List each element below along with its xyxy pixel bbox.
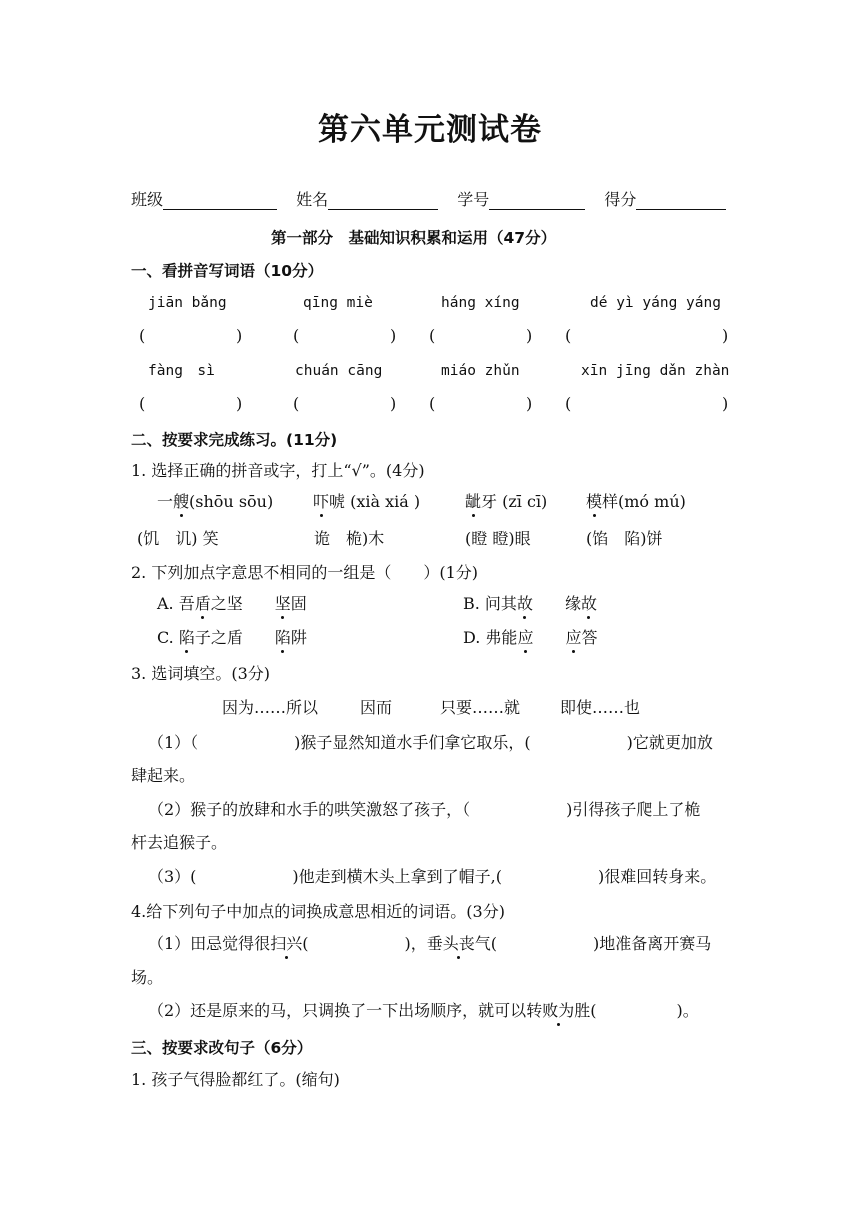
q3-word-3: 只要……就 [440,698,521,717]
q4-sentence-1: （1）田忌觉得很扫兴( )，垂头丧气( )地准备离开赛马 [148,934,712,953]
q4-text: 4.给下列句子中加点的词换成意思相近的词语。(3分) [131,902,505,921]
q1-choice-2: 诡 桅)木 [314,529,385,548]
q1-choice-4: (馅 陷)饼 [586,529,663,548]
bracket-open: ( [429,394,436,413]
page-title: 第六单元测试卷 [318,112,542,148]
section1-heading: 一、看拼音写词语（10分） [131,262,324,280]
q2-option-d: D. 弗能应 应答 [463,628,598,647]
section3-heading: 三、按要求改句子（6分） [131,1039,313,1057]
id-field[interactable] [489,193,585,210]
q2-option-a: A. 吾盾之坚 坚固 [157,594,307,613]
bracket-open: ( [429,326,436,345]
q3-sentence-1-cont: 肆起来。 [131,766,196,785]
bracket-close: ) [390,326,397,345]
bracket-close: ) [526,394,533,413]
q3-sentence-3: （3）( )他走到横木头上拿到了帽子,( )很难回转身来。 [148,867,717,886]
q4-sentence-1-cont: 场。 [131,968,164,987]
q3-sentence-2: （2）猴子的放肆和水手的哄笑激怒了孩子，（ )引得孩子爬上了桅 [148,800,701,819]
bracket-open: ( [565,326,572,345]
pinyin-4: dé yì yáng yáng [590,295,721,311]
pinyin-7: miáo zhǔn [441,363,520,379]
pinyin-2: qīng miè [303,295,373,311]
info-line [131,190,726,210]
q1-item-4: 模样(mó mú) [586,492,686,511]
q1-text: 1. 选择正确的拼音或字，打上“√”。(4分) [131,461,425,480]
q3-word-2: 因而 [360,698,393,717]
bracket-close: ) [526,326,533,345]
bracket-open: ( [293,394,300,413]
sec3-q1: 1. 孩子气得脸都红了。(缩句) [131,1070,340,1089]
q3-word-4: 即使……也 [560,698,641,717]
bracket-open: ( [293,326,300,345]
pinyin-3: háng xíng [441,295,520,311]
bracket-open: ( [139,394,146,413]
pinyin-6: chuán cāng [295,363,383,379]
class-field[interactable] [163,193,277,210]
q4-sentence-2: （2）还是原来的马，只调换了一下出场顺序，就可以转败为胜( )。 [148,1001,699,1020]
class-label: 班级 [131,190,164,209]
bracket-close: ) [236,326,243,345]
q1-item-1: 一艘(shōu sōu) [157,492,274,511]
pinyin-5: fàng sì [148,363,215,379]
q2-option-b: B. 问其故 缘故 [463,594,597,613]
score-label: 得分 [604,190,637,209]
q1-choice-1: (饥 讥) 笑 [137,529,219,548]
q2-text: 2. 下列加点字意思不相同的一组是（ ）(1分) [131,563,479,582]
bracket-close: ) [722,326,729,345]
q3-sentence-2-cont: 杆去追猴子。 [131,833,228,852]
q1-choice-3: (瞪 瞪)眼 [465,529,531,548]
bracket-close: ) [236,394,243,413]
q2-option-c: C. 陷子之盾 陷阱 [157,628,307,647]
name-label: 姓名 [296,190,329,209]
q3-sentence-1: （1）（ )猴子显然知道水手们拿它取乐，( )它就更加放 [148,733,713,752]
q1-item-3: 龇牙 (zī cī) [465,492,548,511]
q1-item-2: 吓唬 (xià xiá ) [313,492,421,511]
q3-text: 3. 选词填空。(3分) [131,664,271,683]
score-field[interactable] [636,193,726,210]
q3-word-1: 因为……所以 [222,698,319,717]
id-label: 学号 [457,190,490,209]
name-field[interactable] [328,193,438,210]
part1-heading: 第一部分 基础知识积累和运用（47分） [271,229,557,247]
bracket-open: ( [139,326,146,345]
section2-heading: 二、按要求完成练习。(11分) [131,431,338,449]
bracket-open: ( [565,394,572,413]
bracket-close: ) [722,394,729,413]
pinyin-1: jiān bǎng [148,295,227,311]
bracket-close: ) [390,394,397,413]
pinyin-8: xīn jīng dǎn zhàn [581,363,730,379]
